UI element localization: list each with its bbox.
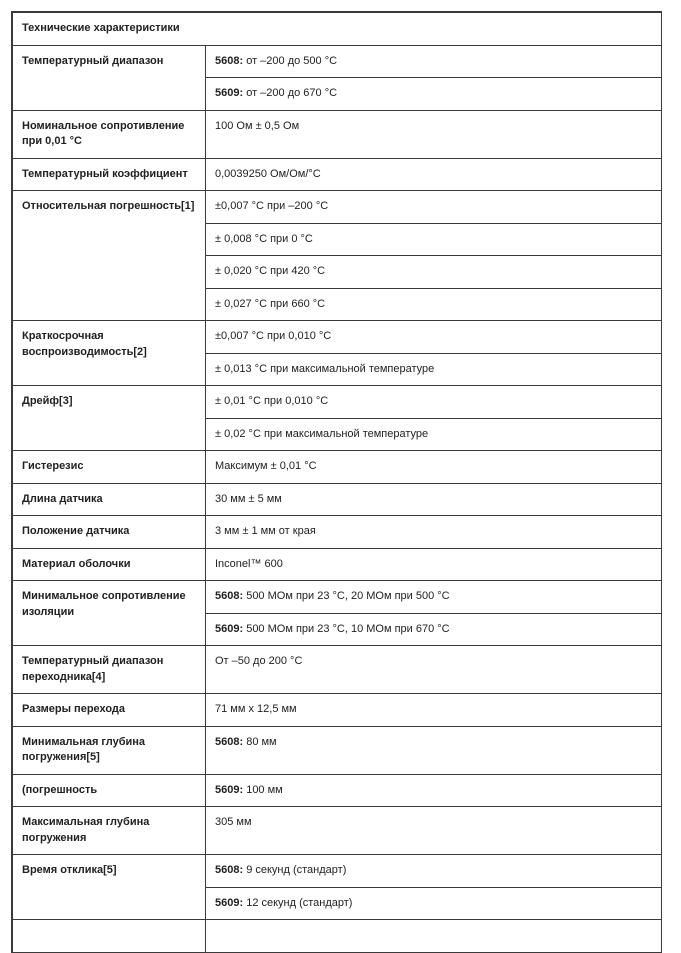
table-row: [12, 807, 662, 855]
spec-label: Номинальное сопротивление при 0,01 °C: [12, 110, 206, 158]
value-text: ± 0,02 °C при максимальной температуре: [215, 427, 429, 440]
spec-label: Температурный диапазон: [12, 45, 206, 110]
value-text: ± 0,013 °C при максимальной температуре: [215, 362, 435, 375]
spec-value: [206, 78, 662, 111]
spec-label: Краткосрочная воспроизводимость[2]: [12, 321, 206, 386]
spec-value: [206, 45, 662, 78]
value-text: ±0,007 °C при 0,010 °C: [215, 330, 332, 342]
spec-label: Материал оболочки: [12, 548, 206, 581]
table-title: Технические характеристики: [12, 12, 662, 45]
model-prefix: 5608:: [215, 590, 244, 602]
value-text: 80 мм: [243, 735, 277, 748]
model-prefix: 5608:: [215, 864, 244, 876]
table-row: [12, 321, 662, 354]
spec-value: [206, 321, 662, 354]
table-row: [12, 774, 662, 807]
spec-label: Размеры перехода: [12, 694, 206, 727]
model-prefix: 5608:: [215, 54, 244, 67]
table-row: [12, 581, 662, 614]
value-text: 100 Ом ± 0,5 Ом: [215, 119, 300, 132]
table-row: [12, 548, 662, 581]
table-row: [12, 920, 662, 953]
value-text: ± 0,008 °C при 0 °C: [215, 232, 313, 245]
table-row: [12, 158, 662, 191]
model-prefix: 5609:: [215, 87, 244, 99]
spec-label: Дрейф[3]: [12, 386, 206, 451]
spec-value: [206, 855, 662, 888]
spec-value: [206, 353, 662, 386]
spec-value: [206, 774, 662, 807]
table-row: [12, 646, 662, 694]
spec-value: [206, 158, 662, 191]
value-text: 30 мм ± 5 мм: [215, 492, 282, 505]
spec-label: Время отклика[5]: [12, 855, 206, 920]
value-text: 0,0039250 Ом/Ом/°C: [215, 167, 321, 180]
spec-value: [206, 548, 662, 581]
table-row: [12, 516, 662, 549]
spec-value: [206, 887, 662, 920]
value-text: 500 МОм при 23 °C, 20 МОм при 500 °C: [243, 590, 450, 602]
spec-value: [206, 483, 662, 516]
spec-value: [206, 516, 662, 549]
value-text: ± 0,020 °C при 420 °C: [215, 265, 326, 277]
spec-label: Длина датчика: [12, 483, 206, 516]
model-prefix: 5609:: [215, 896, 244, 909]
value-text: 100 мм: [243, 783, 283, 796]
model-prefix: 5609:: [215, 622, 244, 635]
table-row: [12, 191, 662, 224]
table-row: [12, 483, 662, 516]
value-text: Inconel™ 600: [215, 557, 283, 570]
spec-label: Температурный коэффициент: [12, 158, 206, 191]
value-text: 71 мм x 12,5 мм: [215, 703, 297, 715]
value-text: ± 0,01 °C при 0,010 °C: [215, 395, 329, 407]
value-text: Максимум ± 0,01 °C: [215, 460, 317, 472]
spec-value: [206, 418, 662, 451]
table-header-row: [12, 12, 662, 45]
spec-value: [206, 613, 662, 646]
spec-label: Относительная погрешность[1]: [12, 191, 206, 321]
spec-value: [206, 110, 662, 158]
spec-label: Максимальная глубина погружения: [12, 807, 206, 855]
table-row: [12, 451, 662, 484]
table-row: [12, 110, 662, 158]
spec-value: [206, 256, 662, 289]
model-prefix: 5609:: [215, 783, 244, 796]
value-text: 3 мм ± 1 мм от края: [215, 525, 316, 537]
table-row: [12, 386, 662, 419]
spec-value: [206, 920, 662, 953]
spec-value: [206, 581, 662, 614]
table-row: [12, 45, 662, 78]
model-prefix: 5608:: [215, 735, 244, 748]
value-text: 12 секунд (стандарт): [243, 896, 353, 909]
spec-label: Минимальная глубина погружения[5]: [12, 726, 206, 774]
spec-value: [206, 288, 662, 321]
spec-label: (погрешность: [12, 774, 206, 807]
table-row: [12, 855, 662, 888]
spec-value: [206, 646, 662, 694]
value-text: 305 мм: [215, 816, 252, 828]
value-text: 500 МОм при 23 °C, 10 МОм при 670 °C: [243, 622, 450, 635]
spec-value: [206, 223, 662, 256]
spec-label: Положение датчика: [12, 516, 206, 549]
value-text: От –50 до 200 °C: [215, 655, 303, 667]
spec-label: Гистерезис: [12, 451, 206, 484]
value-text: ±0,007 °C при –200 °C: [215, 200, 329, 212]
spec-label: [12, 920, 206, 953]
spec-value: [206, 191, 662, 224]
spec-value: [206, 451, 662, 484]
table-row: [12, 694, 662, 727]
specs-table: [11, 11, 662, 953]
spec-value: [206, 694, 662, 727]
table-row: [12, 726, 662, 774]
spec-label: Температурный диапазон переходника[4]: [12, 646, 206, 694]
spec-label: Минимальное сопротивление изоляции: [12, 581, 206, 646]
value-text: от –200 до 670 °C: [243, 87, 338, 99]
spec-value: [206, 386, 662, 419]
value-text: от –200 до 500 °C: [243, 54, 338, 67]
value-text: ± 0,027 °C при 660 °C: [215, 297, 326, 310]
spec-value: [206, 807, 662, 855]
value-text: 9 секунд (стандарт): [243, 864, 347, 876]
spec-value: [206, 726, 662, 774]
